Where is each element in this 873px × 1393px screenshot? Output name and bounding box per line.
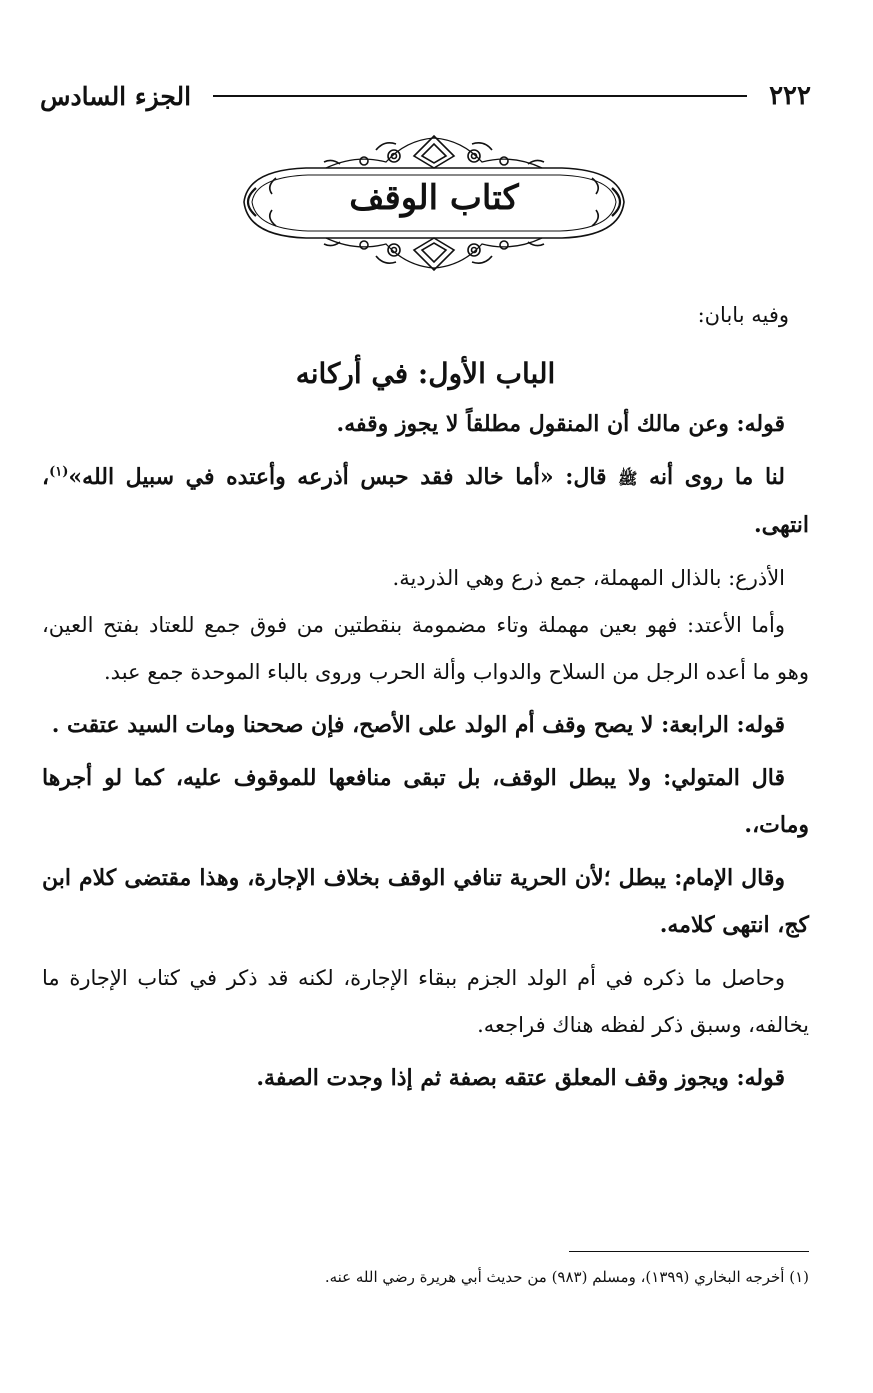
footnote: (١) أخرجه البخاري (١٣٩٩)، ومسلم (٩٨٣) من حديث أبي هريرة رضي الله عنه. [324,1268,809,1286]
chapter-title: الباب الأول: في أركانه [295,357,556,390]
header-rule [213,95,747,97]
running-header [40,74,811,118]
paragraph-4: وأما الأعتد: فهو بعين مهملة وتاء مضمومة بنقطتين من فوق جمع للعتاد بفتح العين، وهو ما أعده الرجل من السلاح والدواب وألة الحرب وروى بالباء الموحدة جمع عبد. [42,613,809,684]
title-cartouche [236,128,632,276]
main-text [42,292,809,1102]
paragraph-6: قال المتولي: ولا يبطل الوقف، بل تبقى منافعها للموقوف عليه، كما لو أجرها ومات،. [42,765,809,838]
paragraph-2-after: ، انتهى. [42,464,809,538]
paragraph-5: قوله: الرابعة: لا يصح وقف أم الولد على الأصح، فإن صححنا ومات السيد عتقت . [51,712,785,738]
intro-line: وفيه بابان: [697,303,789,327]
paragraph-2 [42,454,809,549]
paragraph-7: وقال الإمام: يبطل ؛لأن الحرية تنافي الوقف بخلاف الإجارة، وهذا مقتضى كلام ابن كج، انتهى كلامه. [42,865,809,938]
paragraph-2-before: لنا ما روى أنه [649,464,785,490]
footnote-ref: (١) [49,464,69,480]
book-title: كتاب الوقف [349,178,519,218]
paragraph-8: وحاصل ما ذكره في أم الولد الجزم ببقاء الإجارة، لكنه قد ذكر في كتاب الإجارة ما يخالفه، وسبق ذكر لفظه هناك فراجعه. [42,966,809,1037]
part-title: الجزء السادس [40,81,192,111]
page-number: ٢٢٢ [769,81,811,111]
paragraph-3: الأذرع: بالذال المهملة، جمع ذرع وهي الذردية. [392,566,785,590]
salla-ligature: ﷺ [618,469,638,488]
paragraph-2-quote: قال: «أما خالد فقد حبس أذرعه وأعتده في سبيل الله» [68,464,607,490]
paragraph-1: قوله: وعن مالك أن المنقول مطلقاً لا يجوز وقفه. [336,411,785,437]
paragraph-9: قوله: ويجوز وقف المعلق عتقه بصفة ثم إذا وجدت الصفة. [256,1065,785,1091]
footnote-rule [569,1251,809,1252]
